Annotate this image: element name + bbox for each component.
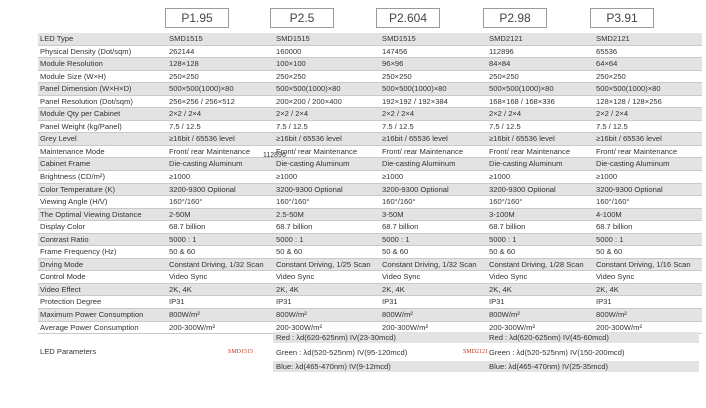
- spec-row: [38, 95, 702, 108]
- spec-value: 160°/160°: [486, 196, 593, 209]
- spec-value: Video Sync: [379, 271, 486, 284]
- spec-row: [38, 309, 702, 322]
- spec-value: 96×96: [379, 58, 486, 71]
- spec-value: 168×168 / 168×336: [486, 95, 593, 108]
- spec-label: Cabinet Frame: [38, 158, 166, 171]
- spec-value: 2K, 4K: [166, 283, 273, 296]
- spec-value: 500×500(1000)×80: [593, 83, 702, 96]
- spec-value: 3-100M: [486, 208, 593, 221]
- spec-value: Video Sync: [593, 271, 702, 284]
- spec-label: Contrast Ratio: [38, 233, 166, 246]
- spec-value: 800W/m²: [593, 309, 702, 322]
- led-blue-line: Blue: λd(465-470nm) IV(9-12mcd): [273, 361, 486, 372]
- spec-label: Protection Degree: [38, 296, 166, 309]
- spec-label: LED Type: [38, 33, 166, 45]
- spec-value: 160°/160°: [166, 196, 273, 209]
- spec-value: ≥16bit / 65536 level: [273, 133, 379, 146]
- spec-row: [38, 258, 702, 271]
- spec-value: 50 & 60: [166, 246, 273, 259]
- spec-value: 500×500(1000)×80: [273, 83, 379, 96]
- spec-label: Color Temperature (K): [38, 183, 166, 196]
- spec-row: [38, 296, 702, 309]
- spec-value: 147456: [379, 45, 486, 58]
- spec-value: Constant Driving, 1/25 Scan: [273, 258, 379, 271]
- spec-value: 3-50M: [379, 208, 486, 221]
- spec-value: 200-300W/m²: [273, 321, 379, 334]
- spec-value: 7.5 / 12.5: [273, 120, 379, 133]
- spec-label: Video Effect: [38, 283, 166, 296]
- spec-row: [38, 271, 702, 284]
- spec-value: 50 & 60: [273, 246, 379, 259]
- model-header: [38, 8, 702, 32]
- spec-value: Front/ rear Maintenance: [273, 145, 379, 158]
- spec-value: 2K, 4K: [486, 283, 593, 296]
- spec-value: 160°/160°: [379, 196, 486, 209]
- spec-row: [38, 108, 702, 121]
- spec-value: 800W/m²: [379, 309, 486, 322]
- spec-value: ≥1000: [486, 171, 593, 184]
- spec-value: 262144: [166, 45, 273, 58]
- spec-value: Front/ rear Maintenance: [486, 145, 593, 158]
- spec-value: Constant Driving, 1/28 Scan: [486, 258, 593, 271]
- spec-value: 500×500(1000)×80: [166, 83, 273, 96]
- spec-label: Panel Weight (kg/Panel): [38, 120, 166, 133]
- spec-row: [38, 145, 702, 158]
- led-red-line: Red : λd(620-625nm) IV(45-60mcd): [486, 332, 699, 343]
- spec-value: ≥16bit / 65536 level: [486, 133, 593, 146]
- spec-value: 3200-9300 Optional: [273, 183, 379, 196]
- spec-label: Module Size (W×H): [38, 70, 166, 83]
- spec-value: ≥16bit / 65536 level: [166, 133, 273, 146]
- spec-row: [38, 58, 702, 71]
- spec-value: SMD1515: [379, 33, 486, 45]
- spec-row: [38, 133, 702, 146]
- spec-value: 100×100: [273, 58, 379, 71]
- spec-value: Video Sync: [486, 271, 593, 284]
- spec-row: [38, 283, 702, 296]
- spec-value: 200-300W/m²: [166, 321, 273, 334]
- spec-row: [38, 83, 702, 96]
- spec-value: Die-casting Aluminum: [166, 158, 273, 171]
- spec-value: 2×2 / 2×4: [166, 108, 273, 121]
- spec-value: 7.5 / 12.5: [166, 120, 273, 133]
- spec-value: SMD1515: [166, 33, 273, 45]
- spec-value: ≥1000: [166, 171, 273, 184]
- spec-value: 192×192 / 192×384: [379, 95, 486, 108]
- spec-value: 68.7 billion: [379, 221, 486, 234]
- spec-value: 128×128: [166, 58, 273, 71]
- spec-sheet: [38, 8, 702, 372]
- led-parameters-block: [38, 332, 702, 376]
- spec-label: Frame Frequency (Hz): [38, 246, 166, 259]
- spec-value: 128×128 / 128×256: [593, 95, 702, 108]
- spec-label: Control Mode: [38, 271, 166, 284]
- spec-value: 5000 : 1: [593, 233, 702, 246]
- spec-value: 2.5-50M: [273, 208, 379, 221]
- stray-number: 112896: [263, 152, 286, 159]
- spec-value: 50 & 60: [593, 246, 702, 259]
- spec-value: Die-casting Aluminum: [273, 158, 379, 171]
- spec-value: Die-casting Aluminum: [486, 158, 593, 171]
- spec-value: 64×64: [593, 58, 702, 71]
- spec-value: 250×250: [273, 70, 379, 83]
- spec-value: IP31: [593, 296, 702, 309]
- spec-row: [38, 120, 702, 133]
- spec-value: 2-50M: [166, 208, 273, 221]
- spec-value: 200-300W/m²: [486, 321, 593, 334]
- spec-value: 500×500(1000)×80: [486, 83, 593, 96]
- spec-label: Module Qty per Cabinet: [38, 108, 166, 121]
- spec-value: Front/ rear Maintenance: [593, 145, 702, 158]
- led-green-line: Green : λd(520-525nm) IV(95-120mcd): [276, 347, 408, 357]
- spec-value: Constant Driving, 1/16 Scan: [593, 258, 702, 271]
- model-header-0: P1.95: [165, 8, 229, 28]
- spec-value: 160°/160°: [273, 196, 379, 209]
- spec-value: Constant Driving, 1/32 Scan: [166, 258, 273, 271]
- spec-value: ≥1000: [379, 171, 486, 184]
- spec-value: ≥16bit / 65536 level: [379, 133, 486, 146]
- spec-label: Grey Level: [38, 133, 166, 146]
- spec-value: 2K, 4K: [273, 283, 379, 296]
- led-chip-tag: SMD2121: [463, 348, 489, 355]
- spec-row: [38, 158, 702, 171]
- spec-label: The Optimal Viewing Distance: [38, 208, 166, 221]
- spec-value: 160000: [273, 45, 379, 58]
- spec-value: 5000 : 1: [273, 233, 379, 246]
- spec-value: 250×250: [593, 70, 702, 83]
- spec-value: 250×250: [379, 70, 486, 83]
- spec-value: 200×200 / 200×400: [273, 95, 379, 108]
- spec-value: ≥1000: [593, 171, 702, 184]
- spec-value: SMD2121: [593, 33, 702, 45]
- spec-row: [38, 246, 702, 259]
- spec-value: IP31: [166, 296, 273, 309]
- spec-value: 84×84: [486, 58, 593, 71]
- spec-value: 2×2 / 2×4: [379, 108, 486, 121]
- spec-value: 50 & 60: [379, 246, 486, 259]
- spec-label: Average Power Consumption: [38, 321, 166, 334]
- model-header-1: P2.5: [270, 8, 334, 28]
- spec-value: 2×2 / 2×4: [593, 108, 702, 121]
- spec-value: 2×2 / 2×4: [486, 108, 593, 121]
- spec-value: 160°/160°: [593, 196, 702, 209]
- spec-value: 68.7 billion: [486, 221, 593, 234]
- spec-value: 50 & 60: [486, 246, 593, 259]
- spec-value: 3200-9300 Optional: [486, 183, 593, 196]
- spec-value: IP31: [379, 296, 486, 309]
- spec-label: Maintenance Mode: [38, 145, 166, 158]
- spec-value: Constant Driving, 1/32 Scan: [379, 258, 486, 271]
- spec-value: 3200-9300 Optional: [593, 183, 702, 196]
- spec-row: [38, 171, 702, 184]
- spec-row: [38, 45, 702, 58]
- spec-value: 7.5 / 12.5: [379, 120, 486, 133]
- spec-value: IP31: [273, 296, 379, 309]
- spec-label: Physical Density (Dot/sqm): [38, 45, 166, 58]
- spec-value: 800W/m²: [486, 309, 593, 322]
- spec-label: Display Color: [38, 221, 166, 234]
- spec-value: 5000 : 1: [379, 233, 486, 246]
- spec-value: 500×500(1000)×80: [379, 83, 486, 96]
- spec-value: Video Sync: [166, 271, 273, 284]
- model-header-3: P2.98: [483, 8, 547, 28]
- spec-row: [38, 221, 702, 234]
- spec-label: Panel Resolution (Dot/sqm): [38, 95, 166, 108]
- spec-value: 68.7 billion: [273, 221, 379, 234]
- spec-value: 68.7 billion: [166, 221, 273, 234]
- spec-value: ≥1000: [273, 171, 379, 184]
- spec-value: 2K, 4K: [379, 283, 486, 296]
- led-parameters-label: LED Parameters: [40, 347, 97, 357]
- spec-row: [38, 208, 702, 221]
- spec-value: SMD1515: [273, 33, 379, 45]
- spec-row: [38, 183, 702, 196]
- spec-value: ≥16bit / 65536 level: [593, 133, 702, 146]
- spec-value: Video Sync: [273, 271, 379, 284]
- spec-row: [38, 196, 702, 209]
- spec-value: SMD2121: [486, 33, 593, 45]
- spec-value: 256×256 / 256×512: [166, 95, 273, 108]
- spec-value: 2K, 4K: [593, 283, 702, 296]
- spec-value: 800W/m²: [273, 309, 379, 322]
- spec-value: 200-300W/m²: [379, 321, 486, 334]
- spec-value: 65536: [593, 45, 702, 58]
- spec-value: 800W/m²: [166, 309, 273, 322]
- spec-label: Module Resolution: [38, 58, 166, 71]
- spec-value: 250×250: [166, 70, 273, 83]
- spec-value: 3200-9300 Optional: [379, 183, 486, 196]
- spec-value: Front/ rear Maintenance: [379, 145, 486, 158]
- spec-value: 200-300W/m²: [593, 321, 702, 334]
- spec-value: Die-casting Aluminum: [379, 158, 486, 171]
- spec-label: Drving Mode: [38, 258, 166, 271]
- spec-value: Front/ rear Maintenance: [166, 145, 273, 158]
- spec-value: 3200-9300 Optional: [166, 183, 273, 196]
- spec-label: Panel Dimension (W×H×D): [38, 83, 166, 96]
- spec-value: 5000 : 1: [486, 233, 593, 246]
- led-red-line: Red : λd(620-625nm) IV(23-30mcd): [273, 332, 486, 343]
- spec-value: 7.5 / 12.5: [486, 120, 593, 133]
- spec-row: [38, 70, 702, 83]
- spec-value: 5000 : 1: [166, 233, 273, 246]
- model-header-2: P2.604: [376, 8, 440, 28]
- spec-value: 250×250: [486, 70, 593, 83]
- model-header-4: P3.91: [590, 8, 654, 28]
- spec-value: 4-100M: [593, 208, 702, 221]
- led-blue-line: Blue: λd(465-470nm) IV(25-35mcd): [486, 361, 699, 372]
- spec-label: Maximum Power Consumption: [38, 309, 166, 322]
- spec-label: Brightness (CD/m²): [38, 171, 166, 184]
- spec-value: 7.5 / 12.5: [593, 120, 702, 133]
- spec-table: [38, 33, 702, 334]
- spec-value: 112896: [486, 45, 593, 58]
- led-green-line: Green : λd(520-525nm) IV(150-200mcd): [489, 347, 625, 357]
- led-chip-tag: SMD1515: [228, 348, 254, 355]
- spec-value: Die-casting Aluminum: [593, 158, 702, 171]
- spec-value: IP31: [486, 296, 593, 309]
- spec-value: 68.7 billion: [593, 221, 702, 234]
- spec-value: 2×2 / 2×4: [273, 108, 379, 121]
- spec-row: [38, 233, 702, 246]
- spec-row: [38, 33, 702, 45]
- spec-label: Viewing Angle (H/V): [38, 196, 166, 209]
